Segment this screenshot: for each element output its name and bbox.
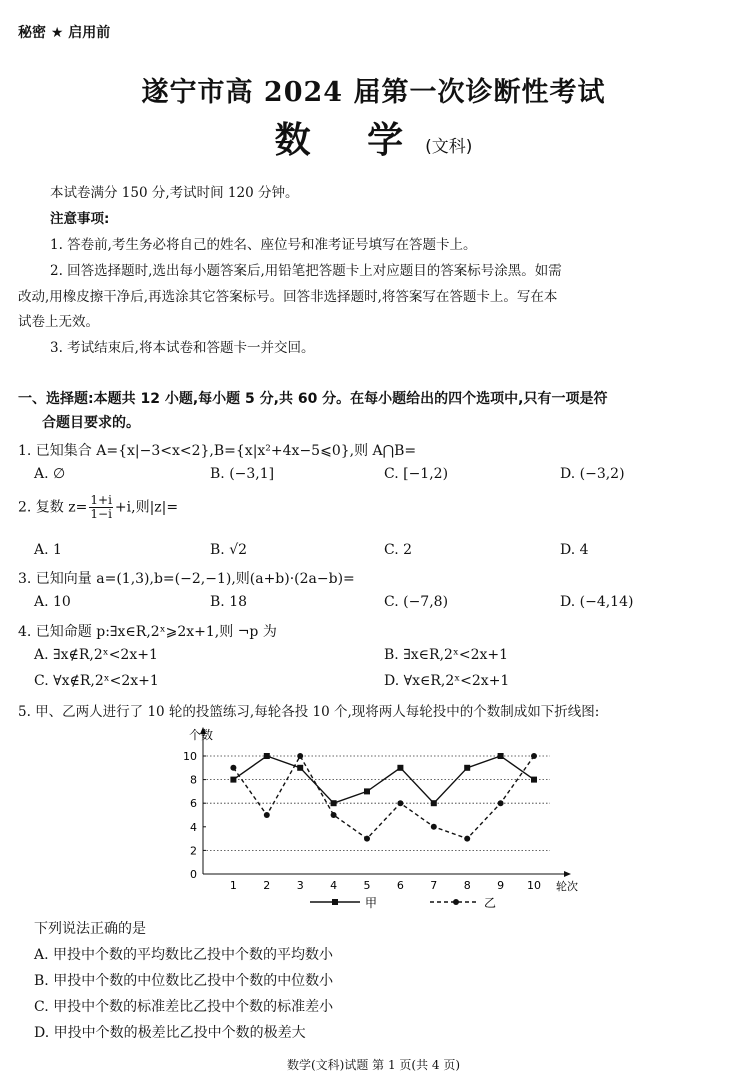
x-tick-label: 1 (229, 879, 237, 892)
legend-jia-label: 甲 (365, 896, 378, 910)
x-tick-label: 9 (497, 879, 505, 892)
section-heading: 一、选择题:本题共 12 小题,每小题 5 分,共 60 分。在每小题给出的四个选项中,只有一项是符 (18, 391, 608, 407)
question-5-stem: 5. 甲、乙两人进行了 10 轮的投篮练习,每轮各投 10 个,现将两人每轮投中的个数制成如下折线图: (18, 704, 600, 720)
notice-line: 改动,用橡皮擦干净后,再选涂其它答案标号。回答非选择题时,将答案写在答题卡上。写在本 (18, 289, 558, 305)
notice-line: 3. 考试结束后,将本试卷和答题卡一并交回。 (50, 340, 315, 356)
exam-title: 遂宁市高 2024 届第一次诊断性考试 (141, 77, 606, 108)
q3-option-b: B. 18 (210, 594, 248, 610)
legend-yi-marker (453, 899, 459, 905)
question-4-stem: 4. 已知命题 p:∃x∈R,2ˣ⩾2x+1,则 ¬p 为 (18, 624, 277, 640)
y-tick-label: 0 (190, 868, 197, 881)
series-yi-point (297, 753, 303, 759)
q2-option-b: B. √2 (210, 542, 248, 558)
q2-stem-pre: 2. 复数 z= (18, 499, 88, 516)
q4-option-a: A. ∃x∉R,2ˣ<2x+1 (34, 647, 158, 663)
y-tick-label: 10 (183, 750, 197, 763)
q2-fraction-numerator: 1+i (90, 493, 112, 507)
q1-option-a: A. ∅ (34, 466, 66, 482)
series-yi-point (364, 836, 370, 842)
x-tick-label: 6 (396, 879, 404, 892)
subject-heading (0, 112, 747, 163)
series-yi-line (233, 756, 534, 839)
x-axis-label: 轮次 (556, 880, 578, 893)
y-tick-label: 6 (190, 797, 197, 811)
y-tick-label: 2 (190, 844, 197, 858)
series-jia-point (531, 777, 537, 783)
q5-option-b: B. 甲投中个数的中位数比乙投中个数的中位数小 (34, 973, 334, 989)
confidential-label: 秘密 ★ 启用前 (18, 25, 111, 41)
q1-option-c: C. [−1,2) (384, 466, 449, 482)
y-tick-label: 4 (190, 820, 197, 834)
series-yi-point (264, 812, 270, 818)
subject-name: 数 学 (274, 120, 426, 161)
intro-text: 本试卷满分 150 分,考试时间 120 分钟。 (50, 185, 299, 201)
q5-option-d: D. 甲投中个数的极差比乙投中个数的极差大 (34, 1025, 306, 1041)
series-jia-point (331, 800, 337, 806)
q5-prompt: 下列说法正确的是 (34, 921, 146, 937)
x-axis-arrow (564, 871, 571, 877)
q2-option-c: C. 2 (384, 542, 413, 558)
x-tick-label: 8 (463, 879, 471, 892)
q2-option-a: A. 1 (34, 542, 62, 558)
q3-option-c: C. (−7,8) (384, 594, 449, 610)
q2-stem-post: +i,则|z|= (114, 499, 179, 516)
y-axis-label: 个数 (189, 728, 214, 742)
notice-line: 试卷上无效。 (18, 314, 99, 330)
series-jia-point (230, 777, 236, 783)
notice-line: 1. 答卷前,考生务必将自己的姓名、座位号和准考证号填写在答题卡上。 (50, 237, 477, 253)
q5-option-a: A. 甲投中个数的平均数比乙投中个数的平均数小 (34, 947, 334, 963)
notice-line: 2. 回答选择题时,选出每小题答案后,用铅笔把答题卡上对应题目的答案标号涂黑。如需 (50, 263, 562, 279)
series-yi-point (431, 824, 437, 830)
subject-note: (文科) (425, 137, 473, 157)
q2-fraction (89, 494, 113, 521)
q1-option-b: B. (−3,1] (210, 466, 275, 482)
series-jia-point (364, 788, 370, 794)
x-tick-label: 3 (296, 879, 304, 892)
question-3-stem: 3. 已知向量 a=(1,3),b=(−2,−1),则(a+b)·(2a−b)= (18, 571, 355, 587)
y-tick-label: 8 (190, 773, 197, 787)
series-yi-point (331, 812, 337, 818)
series-jia-point (297, 765, 303, 771)
series-jia-point (264, 753, 270, 759)
series-yi-point (531, 753, 537, 759)
page-footer: 数学(文科)试题 第 1 页(共 4 页) (286, 1058, 461, 1072)
series-jia-point (431, 800, 437, 806)
series-jia-point (464, 765, 470, 771)
q2-fraction-denominator: 1−i (90, 507, 112, 521)
series-yi-point (464, 836, 470, 842)
line-chart (160, 722, 590, 912)
legend-yi-label: 乙 (484, 896, 497, 910)
q5-option-c: C. 甲投中个数的标准差比乙投中个数的标准差小 (34, 999, 334, 1015)
notice-title: 注意事项: (50, 211, 110, 227)
x-tick-label: 5 (363, 879, 371, 892)
q4-option-c: C. ∀x∉R,2ˣ<2x+1 (34, 673, 159, 689)
x-tick-label: 4 (330, 879, 338, 892)
q2-option-d: D. 4 (560, 542, 589, 558)
x-tick-label: 7 (430, 879, 438, 892)
x-tick-label: 10 (527, 879, 541, 892)
question-2-stem (18, 494, 178, 521)
q1-option-d: D. (−3,2) (560, 466, 625, 482)
series-yi-point (498, 800, 504, 806)
series-jia-point (498, 753, 504, 759)
legend-jia-marker (332, 899, 338, 905)
series-jia-point (397, 765, 403, 771)
series-yi-point (230, 765, 236, 771)
q3-option-d: D. (−4,14) (560, 594, 634, 610)
x-tick-label: 2 (263, 879, 271, 892)
q4-option-d: D. ∀x∈R,2ˣ<2x+1 (384, 673, 510, 689)
series-jia-line (233, 756, 534, 803)
q3-option-a: A. 10 (34, 594, 71, 610)
question-1-stem: 1. 已知集合 A={x|−3<x<2},B={x|x²+4x−5⩽0},则 A⋂B= (18, 443, 417, 459)
q4-option-b: B. ∃x∈R,2ˣ<2x+1 (384, 647, 509, 663)
section-heading-cont: 合题目要求的。 (42, 415, 140, 431)
series-yi-point (397, 800, 403, 806)
